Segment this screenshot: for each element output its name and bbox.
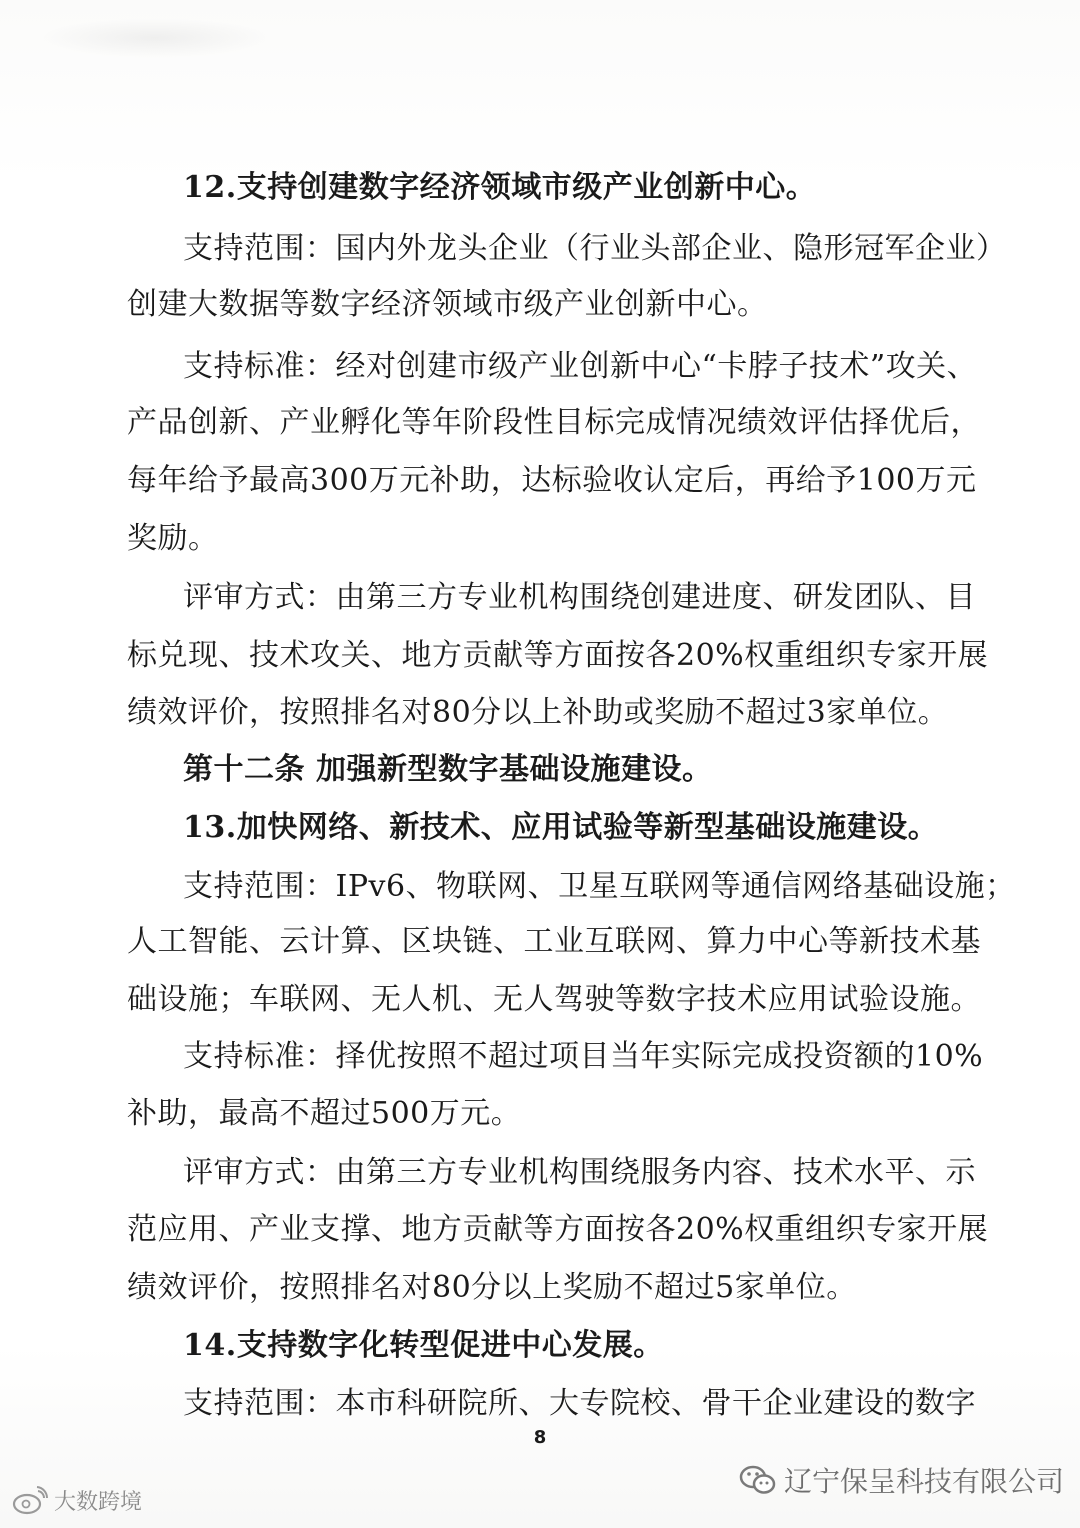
scan-smudge bbox=[40, 18, 270, 58]
article-heading: 第十二条 加强新型数字基础设施建设。 bbox=[183, 752, 713, 787]
body-line: 评审方式：由第三方专业机构围绕创建进度、研发团队、目 bbox=[183, 580, 976, 615]
body-line: 补助，最高不超过500万元。 bbox=[127, 1096, 522, 1131]
body-line: 标兑现、技术攻关、地方贡献等方面按各20%权重组织专家开展 bbox=[127, 638, 989, 673]
body-line: 每年给予最高300万元补助，达标验收认定后，再给予100万元 bbox=[127, 463, 977, 498]
section-heading-14: 14.支持数字化转型促进中心发展。 bbox=[183, 1328, 664, 1363]
watermark-company: 辽宁保呈科技有限公司 bbox=[784, 1465, 1065, 1498]
body-line: 支持范围：本市科研院所、大专院校、骨干企业建设的数字 bbox=[183, 1386, 976, 1421]
watermark-right bbox=[738, 1458, 1064, 1502]
body-line: 绩效评价，按照排名对80分以上补助或奖励不超过3家单位。 bbox=[127, 695, 949, 730]
body-line: 评审方式：由第三方专业机构围绕服务内容、技术水平、示 bbox=[183, 1155, 976, 1190]
body-line: 支持范围：IPv6、物联网、卫星互联网等通信网络基础设施； bbox=[183, 869, 1016, 904]
page-number: 8 bbox=[533, 1427, 547, 1448]
body-line: 支持范围：国内外龙头企业（行业头部企业、隐形冠军企业） bbox=[183, 231, 1007, 266]
body-line: 绩效评价，按照排名对80分以上奖励不超过5家单位。 bbox=[127, 1270, 857, 1305]
body-line: 人工智能、云计算、区块链、工业互联网、算力中心等新技术基 bbox=[127, 924, 981, 959]
wechat-icon bbox=[738, 1463, 778, 1497]
section-heading-12: 12.支持创建数字经济领域市级产业创新中心。 bbox=[183, 170, 817, 205]
body-line: 范应用、产业支撑、地方贡献等方面按各20%权重组织专家开展 bbox=[127, 1212, 989, 1247]
section-heading-13: 13.加快网络、新技术、应用试验等新型基础设施建设。 bbox=[183, 810, 939, 845]
body-line: 支持标准：经对创建市级产业创新中心“卡脖子技术”攻关、 bbox=[183, 349, 978, 384]
watermark-brand: 大数跨境 bbox=[54, 1489, 143, 1515]
body-line: 础设施；车联网、无人机、无人驾驶等数字技术应用试验设施。 bbox=[127, 982, 981, 1017]
body-line: 产品创新、产业孵化等年阶段性目标完成情况绩效评估择优后， bbox=[127, 405, 981, 440]
watermark-left bbox=[12, 1480, 142, 1520]
body-line: 支持标准：择优按照不超过项目当年实际完成投资额的10% bbox=[183, 1039, 984, 1074]
weibo-icon bbox=[12, 1485, 48, 1515]
body-line: 创建大数据等数字经济领域市级产业创新中心。 bbox=[127, 287, 768, 322]
body-line: 奖励。 bbox=[127, 521, 219, 556]
